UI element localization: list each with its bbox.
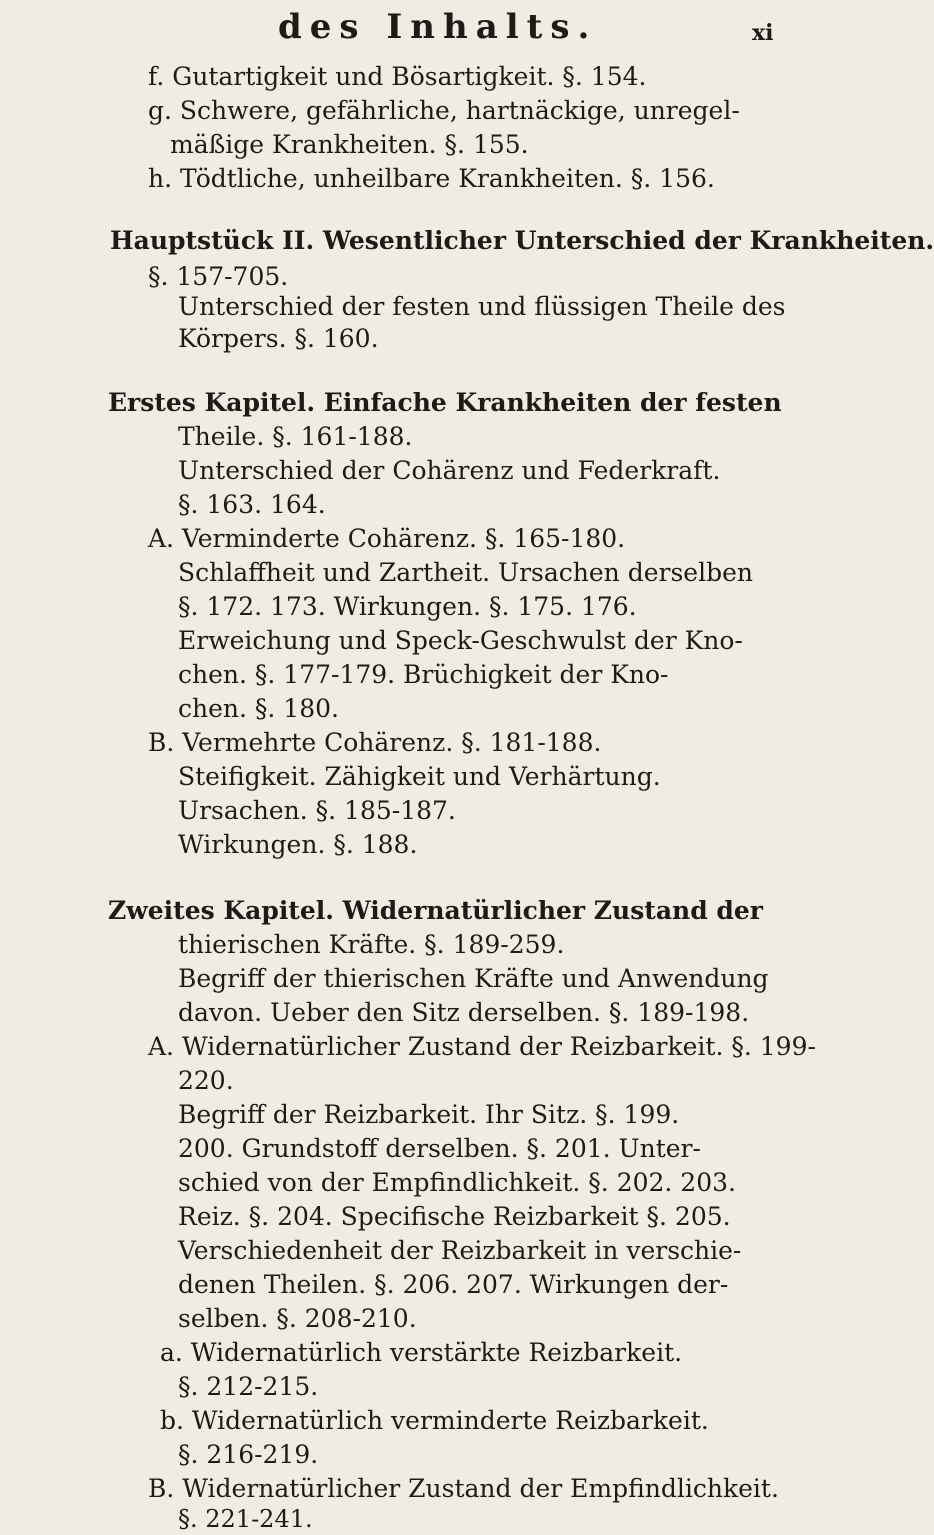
toc-line: Körpers. §. 160.	[178, 324, 379, 353]
toc-line: a. Widernatürlich verstärkte Reizbarkeit.	[160, 1338, 683, 1367]
toc-line: b. Widernatürlich verminderte Reizbarkeit.	[160, 1406, 709, 1435]
toc-line: Begriff der Reizbarkeit. Ihr Sitz. §. 199.	[178, 1100, 680, 1129]
toc-line: §. 221-241.	[178, 1505, 313, 1533]
toc-line: §. 172. 173. Wirkungen. §. 175. 176.	[178, 592, 637, 621]
toc-line: davon. Ueber den Sitz derselben. §. 189-198.	[178, 998, 750, 1027]
section-heading: Hauptstück II. Wesentlicher Unterschied der Krankheiten.	[110, 226, 934, 255]
toc-line: f. Gutartigkeit und Bösartigkeit. §. 154.	[148, 62, 647, 91]
toc-line: denen Theilen. §. 206. 207. Wirkungen der-	[178, 1270, 729, 1299]
toc-line: g. Schwere, gefährliche, hartnäckige, unregel-	[148, 96, 740, 125]
toc-line: Unterschied der festen und flüssigen Theile des	[178, 292, 786, 321]
toc-line: Schlaffheit und Zartheit. Ursachen derselben	[178, 558, 753, 587]
toc-line: h. Tödtliche, unheilbare Krankheiten. §. 156.	[148, 164, 715, 193]
toc-line: Verschiedenheit der Reizbarkeit in verschie-	[178, 1236, 742, 1265]
toc-line: A. Widernatürlicher Zustand der Reizbarkeit. §. 199-	[148, 1032, 816, 1061]
toc-line: Wirkungen. §. 188.	[178, 830, 418, 859]
toc-line: Ursachen. §. 185-187.	[178, 796, 456, 825]
toc-line: B. Widernatürlicher Zustand der Empfindlichkeit.	[148, 1474, 779, 1503]
toc-line: Reiz. §. 204. Specifische Reizbarkeit §. 205.	[178, 1202, 731, 1231]
toc-line: Begriff der thierischen Kräfte und Anwendung	[178, 964, 769, 993]
toc-line: §. 212-215.	[178, 1372, 319, 1401]
toc-line: Unterschied der Cohärenz und Federkraft.	[178, 456, 721, 485]
chapter-heading: Zweites Kapitel. Widernatürlicher Zustand der	[108, 896, 763, 925]
page-number: xi	[752, 20, 774, 46]
toc-line: 200. Grundstoff derselben. §. 201. Unter-	[178, 1134, 701, 1163]
toc-line: 220.	[178, 1066, 234, 1095]
toc-line: chen. §. 180.	[178, 694, 339, 723]
toc-line: B. Vermehrte Cohärenz. §. 181-188.	[148, 728, 602, 757]
toc-line: schied von der Empfindlichkeit. §. 202. 203.	[178, 1168, 736, 1197]
toc-line: Erweichung und Speck-Geschwulst der Kno-	[178, 626, 743, 655]
toc-line: Steifigkeit. Zähigkeit und Verhärtung.	[178, 762, 661, 791]
toc-line: thierischen Kräfte. §. 189-259.	[178, 930, 565, 959]
toc-line: mäßige Krankheiten. §. 155.	[170, 130, 529, 159]
toc-line: chen. §. 177-179. Brüchigkeit der Kno-	[178, 660, 669, 689]
chapter-heading: Erstes Kapitel. Einfache Krankheiten der festen	[108, 388, 782, 417]
toc-line: §. 163. 164.	[178, 490, 326, 519]
toc-line: A. Verminderte Cohärenz. §. 165-180.	[148, 524, 626, 553]
toc-line: selben. §. 208-210.	[178, 1304, 417, 1333]
toc-line: §. 157-705.	[148, 262, 289, 291]
toc-line: §. 216-219.	[178, 1440, 319, 1469]
toc-line: Theile. §. 161-188.	[178, 422, 413, 451]
running-header: des Inhalts.	[278, 7, 598, 47]
